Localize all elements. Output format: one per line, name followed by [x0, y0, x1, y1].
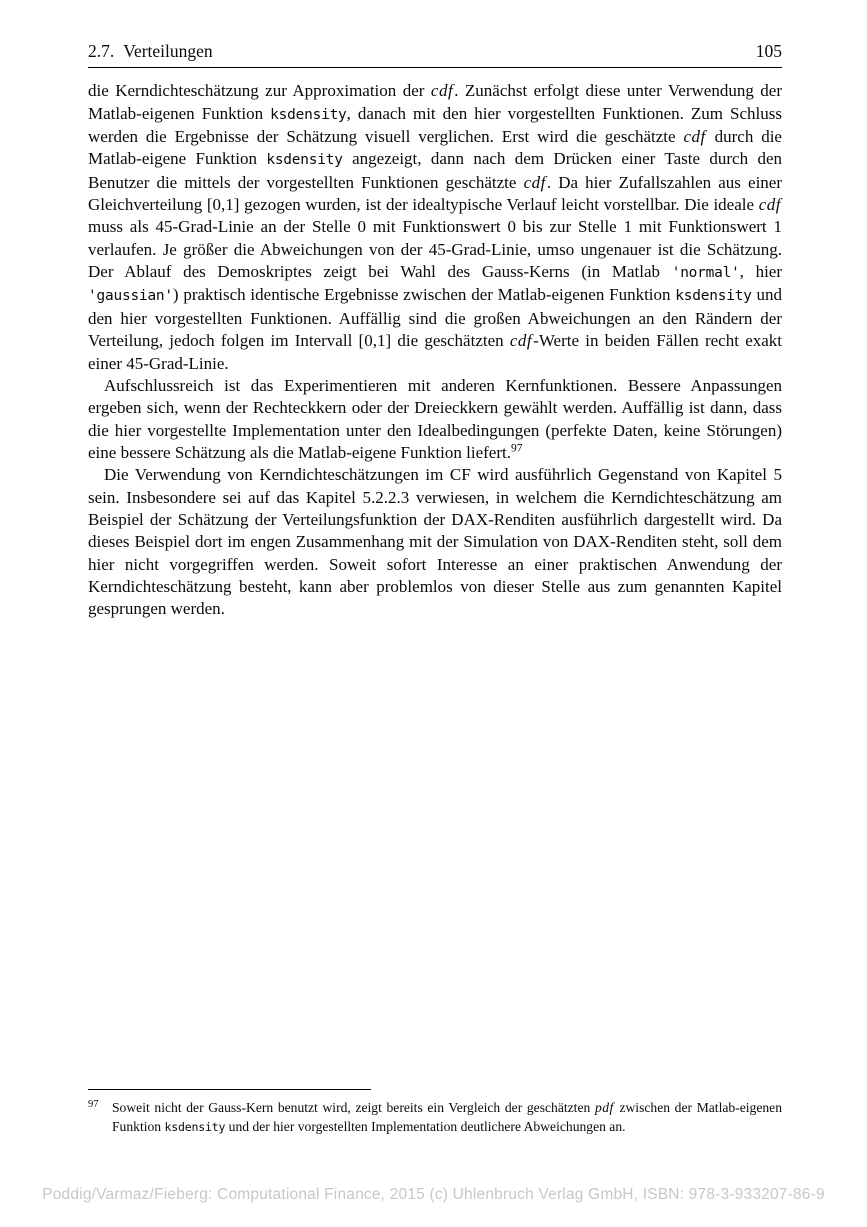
text-run-math: cdf	[683, 127, 706, 147]
text-run: die Kerndichteschätzung zur Approximation der	[88, 81, 431, 101]
text-run-code: ksdensity	[164, 1119, 226, 1134]
body-text	[88, 80, 782, 620]
text-run: Soweit nicht der Gauss-Kern benutzt wird, zeigt bereits ein Vergleich der geschätzten	[112, 1100, 595, 1116]
text-run-math: cdf	[509, 331, 533, 351]
page-footer	[0, 1186, 867, 1204]
footnote-text	[112, 1100, 782, 1134]
page-content	[88, 41, 782, 621]
text-run: Aufschlussreich ist das Experimentieren mit anderen Kernfunktionen. Bessere Anpassungen ergeben sich, wenn der Rechteckkern oder der Dreieckkern gewählt werden. Auffällig ist dann, dass die hier vorgestellte Implementation unter den Idealbedingungen (perfekte Daten, keine Störungen) eine bessere Schätzung als die Matlab-eigene Funktion liefert.	[88, 375, 782, 462]
text-run: . Zunächst erfolgt diese unter Verwendung der Matlab-eigenen Funktion	[88, 81, 782, 123]
paragraph-2	[88, 375, 782, 464]
text-run: -Werte in beiden Fällen recht exakt einer 45-Grad-Linie.	[88, 331, 783, 373]
footnote-97	[88, 1099, 782, 1136]
text-run-math: cdf	[430, 81, 454, 101]
header-rule	[88, 67, 782, 68]
text-run: ) praktisch identische Ergebnisse zwischen der Matlab-eigenen Funktion	[172, 285, 676, 305]
footer-text: Poddig/Varmaz/Fieberg: Computational Finance, 2015 (c) Uhlenbruch Verlag GmbH, ISBN: 978-3-933207-86-9	[42, 1186, 825, 1203]
text-run-sup: 97	[510, 441, 523, 455]
text-run: durch die Matlab-eigene Funktion	[88, 127, 782, 169]
section-title: Verteilungen	[123, 41, 213, 61]
text-run-math: cdf	[523, 172, 546, 192]
text-run-code: ksdensity	[270, 106, 347, 123]
text-run-math: pdf	[594, 1100, 614, 1116]
text-run-code: ksdensity	[266, 152, 343, 169]
section-heading	[88, 41, 213, 62]
page-number: 105	[755, 41, 782, 61]
paragraph-1	[88, 80, 782, 374]
text-run: angezeigt, dann nach dem Drücken einer Taste durch den Benutzer die mittels der vorgestellten Funktionen geschätzte	[88, 149, 782, 192]
text-run: und den hier vorgestellten Funktionen. Auffällig sind die großen Abweichungen an den Rändern der Verteilung, jedoch folgen im Intervall [0,1] die geschätzten	[88, 285, 783, 351]
text-run: und der hier vorgestellten Implementation deutlichere Abweichungen an.	[225, 1118, 626, 1134]
text-run-code: ksdensity	[675, 288, 752, 305]
text-run-code: 'normal'	[671, 265, 740, 282]
text-run: , hier	[739, 262, 782, 282]
text-run: , danach mit den hier vorgestellten Funktionen. Zum Schluss werden die Ergebnisse der Schätzung visuell verglichen. Erst wird die geschätzte	[88, 103, 783, 147]
footnote-marker: 97	[88, 1099, 99, 1111]
text-run-code: 'gaussian'	[88, 288, 173, 305]
section-number: 2.7.	[88, 41, 115, 61]
paragraph-3	[88, 464, 782, 620]
text-run: zwischen der Matlab-eigenen Funktion	[112, 1100, 782, 1134]
text-run-math: cdf	[758, 195, 781, 215]
text-run: Die Verwendung von Kerndichteschätzungen im CF wird ausführlich Gegenstand von Kapitel 5 sein. Insbesondere sei auf das Kapitel 5.2.2.3 verwiesen, in welchem die Kerndichteschätzung am Beispiel der Schätzung der Verteilungsfunktion der DAX-Renditen ausführlich dargestellt wird. Da dieses Beispiel dort im engen Zusammenhang mit der Simulation von DAX-Renditen steht, soll dem hier nicht vorgegriffen werden. Soweit sofort Interesse an einer praktischen Anwendung der Kerndichteschätzung besteht, kann aber problemlos von dieser Stelle aus zum genannten Kapitel gesprungen werden.	[88, 465, 782, 619]
footnote-rule	[88, 1089, 371, 1090]
page-header	[88, 41, 782, 67]
footnote-area	[88, 1089, 782, 1136]
text-run: muss als 45-Grad-Linie an der Stelle 0 mit Funktionswert 0 bis zur Stelle 1 mit Funktionswert 1 verlaufen. Je größer die Abweichungen von der 45-Grad-Linie, umso ungenauer ist die Schätzung. Der Ablauf des Demoskriptes zeigt bei Wahl des Gauss-Kerns (in Matlab	[88, 217, 782, 282]
text-run: . Da hier Zufallszahlen aus einer Gleichverteilung [0,1] gezogen wurden, ist der idealtypische Verlauf leicht vorstellbar. Die ideale	[88, 172, 782, 215]
